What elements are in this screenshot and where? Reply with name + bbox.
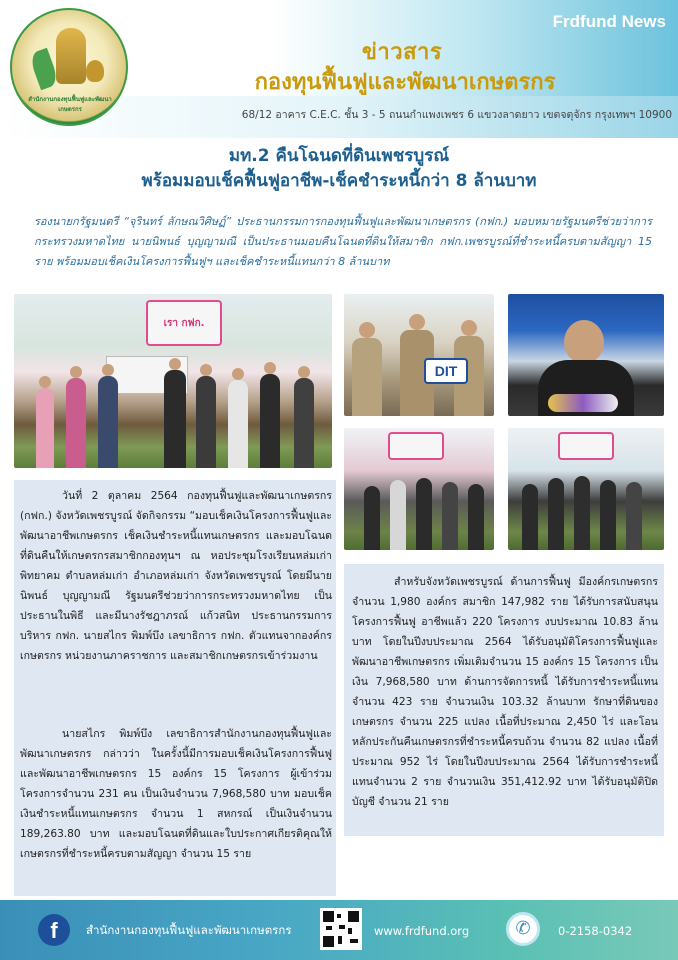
person: [228, 380, 248, 468]
paragraph-2-text: นายสไกร พิมพ์บึง เลขาธิการสำนักงานกองทุนฟื้นฟูและพัฒนาเกษตรกร กล่าวว่า ในครั้งนี้มีการมอบเช็คเงินโครงการฟื้นฟูและพัฒนาอาชีพเกษตรกร 15 องค์กร 15 โครงการ ผู้เข้าร่วมโครงการจำนวน 231 คน เป็นเงินจำนวน 7,968,580 บาท มอบเช็คเงินชำระหนี้แทนเกษตรกร จำนวน 1 สหกรณ์ เป็นเงินจำนวน 189,263.80 บาท และมอบโฉนดที่ดินและใบประกาศเกียรติคุณให้เกษตรกรที่ชำระหนี้ครบตามสัญญา จำนวน 15 ราย: [20, 728, 332, 860]
person-head: [298, 366, 310, 378]
photo-banner: [146, 300, 222, 346]
qr-module: [339, 925, 345, 929]
qr-module: [338, 936, 342, 944]
logo-figure: [56, 28, 86, 84]
person: [364, 486, 380, 550]
qr-finder: [323, 911, 334, 922]
frdfund-logo: [10, 8, 128, 126]
person: [66, 378, 86, 468]
website-link[interactable]: www.frdfund.org: [374, 924, 470, 938]
person-head: [461, 320, 477, 336]
paragraph-2: [20, 724, 332, 864]
speaker-head: [564, 320, 604, 364]
person: [522, 484, 538, 550]
person: [352, 338, 382, 416]
qr-finder: [348, 911, 359, 922]
person: [164, 370, 186, 468]
phone-number[interactable]: 0-2158-0342: [558, 924, 633, 938]
qr-module: [326, 926, 332, 930]
person-head: [232, 368, 244, 380]
article-headline: [0, 144, 678, 194]
header: [0, 0, 678, 138]
logo-text: สำนักงานกองทุนฟื้นฟูและพัฒนาเกษตรกร: [28, 96, 112, 113]
podium-flowers: [548, 394, 618, 412]
person: [416, 478, 432, 550]
organization-title: กองทุนฟื้นฟูและพัฒนาเกษตรกร: [254, 70, 556, 95]
person-head: [70, 366, 82, 378]
brand-name: Frdfund News: [552, 12, 666, 31]
person: [390, 480, 406, 550]
person-head: [102, 364, 114, 376]
office-address: 68/12 อาคาร C.E.C. ชั้น 3 - 5 ถนนกำแพงเพชร 6 แขวงลาดยาว เขตจตุจักร กรุงเทพฯ 10900: [241, 109, 672, 121]
person-head: [169, 358, 181, 370]
person: [548, 478, 564, 550]
article-lead: รองนายกรัฐมนตรี “จุรินทร์ ลักษณวิศิษฏ์” ประธานกรรมการกองทุนฟื้นฟูและพัฒนาเกษตรกร (กฟก.) มอบหมายรัฐมนตรีช่วยว่าการกระทรวงมหาดไทย นายนิพนธ์ บุญญามณี เป็นประธานมอบคืนโฉนดที่ดินให้สมาชิก กฟก.เพชรบูรณ์ที่ชำระหนี้ครบตามสัญญา 15 ราย พร้อมมอบเช็คเงินโครงการฟื้นฟูฯ และเช็คชำระหนี้แทนกว่า 8 ล้านบาท: [34, 215, 652, 268]
person: [600, 480, 616, 550]
article-body-left: [14, 480, 336, 896]
phone-icon[interactable]: ✆: [506, 912, 540, 946]
dit-sign: [424, 358, 468, 384]
photo-group-certificate: [344, 428, 494, 550]
photo-banner: [558, 432, 614, 460]
photo-officials-dit: [344, 294, 494, 416]
person: [468, 484, 484, 550]
person: [260, 374, 280, 468]
paragraph-1: [20, 486, 332, 666]
person: [196, 376, 216, 468]
qr-module: [348, 928, 352, 934]
qr-finder: [323, 936, 334, 947]
person: [98, 376, 118, 468]
paragraph-1-text: วันที่ 2 ตุลาคม 2564 กองทุนฟื้นฟูและพัฒนาเกษตรกร (กฟก.) จังหวัดเพชรบูรณ์ จัดกิจกรรม “มอบเช็คเงินโครงการฟื้นฟูและพัฒนาอาชีพเกษตรกร เช็คเงินชำระหนี้แทนเกษตรกร และมอบโฉนดที่ดินคืนให้เกษตรกรสมาชิกกองทุนฯ ณ หอประชุมโรงเรียนหล่มเก่าพิทยาคม ตำบลหล่มเก่า อำเภอหล่มเก่า จังหวัดเพชรบูรณ์ โดยมีนายนิพนธ์ บุญญามณี รัฐมนตรีช่วยว่าการกระทรวงมหาดไทย เป็นประธานในพิธี และมีนางรัชฎาภรณ์ แก้วสนิท ประธานกรรมการบริหาร กฟก. นายสไกร พิมพ์บึง เลขาธิการ กฟก. ตัวแทนจากองค์กรเกษตรกร หน่วยงานภาคราชการ และสมาชิกเกษตรกรเข้าร่วมงาน: [20, 490, 332, 662]
headline-line-2: พร้อมมอบเช็คฟื้นฟูอาชีพ-เช็คชำระหนี้กว่า 8 ล้านบาท: [141, 171, 537, 191]
banner-text: เรา กฟก.: [163, 318, 205, 329]
footer: [0, 900, 678, 960]
photo-banner: [388, 432, 444, 460]
facebook-icon[interactable]: f: [38, 914, 70, 946]
person-head: [200, 364, 212, 376]
facebook-page-name[interactable]: สำนักงานกองทุนฟื้นฟูและพัฒนาเกษตรกร: [86, 923, 292, 937]
person-head: [264, 362, 276, 374]
person-head: [359, 322, 375, 338]
qr-code: [320, 908, 362, 950]
person: [574, 476, 590, 550]
qr-module: [337, 914, 341, 918]
photo-cheque-ceremony: [14, 294, 332, 468]
dit-text: DIT: [434, 363, 458, 379]
person: [626, 482, 642, 550]
logo-pot: [86, 60, 104, 82]
newsletter-title: ข่าวสาร: [361, 40, 443, 65]
person-head: [409, 314, 425, 330]
person-head: [39, 376, 51, 388]
person: [36, 388, 54, 468]
headline-line-1: มท.2 คืนโฉนดที่ดินเพชรบูรณ์: [228, 146, 450, 166]
photo-speaker-podium: [508, 294, 664, 416]
photo-group-handover: [508, 428, 664, 550]
paragraph-3: [352, 572, 658, 812]
qr-module: [350, 939, 358, 943]
article-body-right: [344, 564, 664, 836]
paragraph-3-text: สำหรับจังหวัดเพชรบูรณ์ ด้านการฟื้นฟู มีองค์กรเกษตรกร จำนวน 1,980 องค์กร สมาชิก 147,982 ราย ได้รับการสนับสนุนโครงการฟื้นฟู อาชีพแล้ว 220 โครงการ งบประมาณ 10.83 ล้านบาท โดยในปีงบประมาณ 2564 ได้รับอนุมัติโครงการฟื้นฟูและพัฒนาอาชีพเกษตรกร เพิ่มเติมจำนวน 15 องค์กร 15 โครงการ เป็นเงิน 7,968,580 บาท ด้านการจัดการหนี้ ได้รับการชำระหนี้แทน จำนวน 423 ราย จำนวนเงิน 103.32 ล้านบาท รักษาที่ดินของเกษตรกร จำนวน 225 แปลง เนื้อที่ประมาณ 2,450 ไร่ และโอนหลักประกันคืนเกษตรกรที่ชำระหนี้ครบถ้วน จำนวน 82 แปลง เนื้อที่ประมาณ 952 ไร่ โดยในปีงบประมาณ 2564 ได้รับการชำระหนี้แทนจำนวน 2 ราย จำนวนเงิน 351,412.92 บาท ได้รับอนุมัติปิดบัญชี จำนวน 21 ราย: [352, 576, 658, 808]
person: [294, 378, 314, 468]
person: [442, 482, 458, 550]
